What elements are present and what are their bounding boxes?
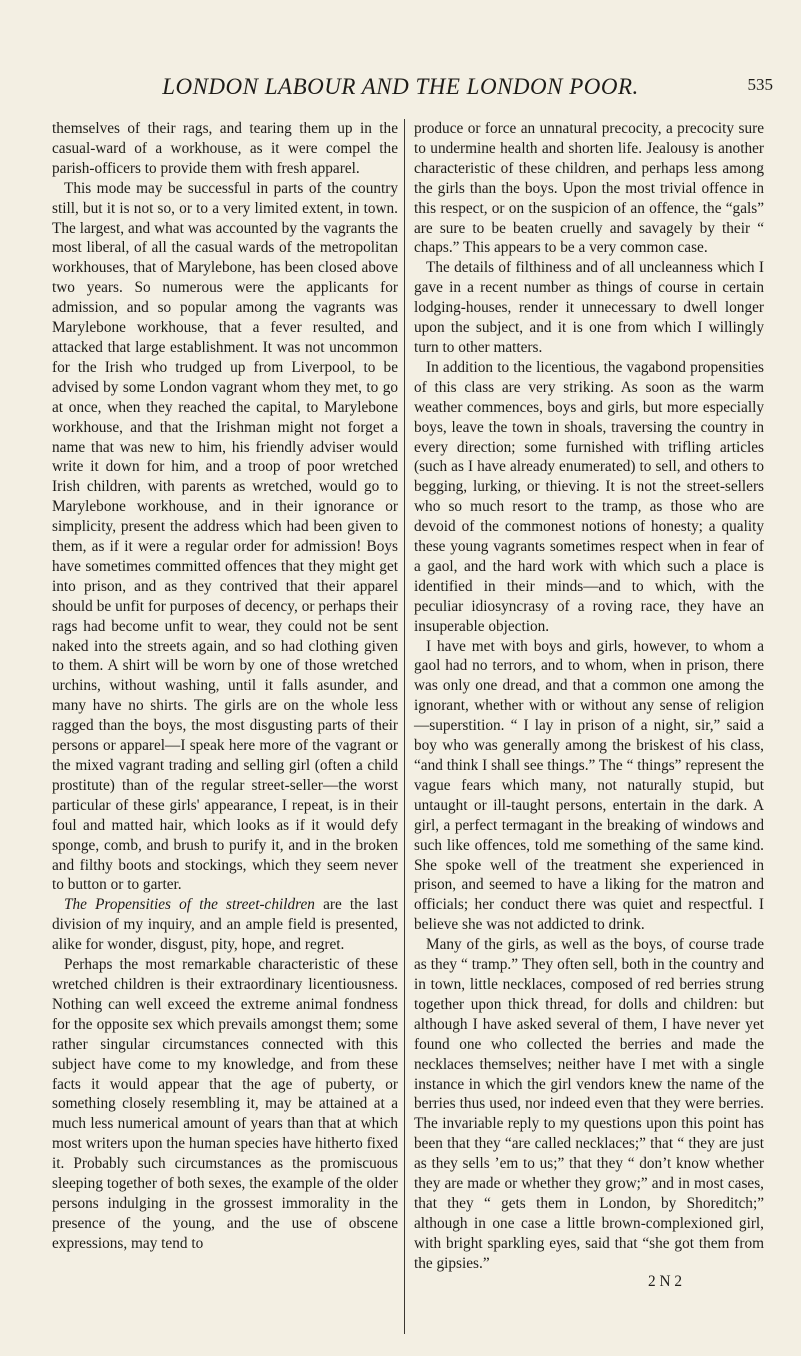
section-heading: The Propensities of the street-children <box>64 896 315 914</box>
paragraph: Perhaps the most remarkable characteristic of these wretched children is their extraordinary licentiousness. Nothing can well exceed the extreme animal fondness for the opposite sex which prevails amongst them; some rather singular circumstances connected with this subject have come to my knowledge, and from these facts it would appear that the age of puberty, or something closely resembling it, may be attained at a much less numerical amount of years than that at which most writers upon the human species have hitherto fixed it. Probably such circumstances as the promiscuous sleeping together of both sexes, the example of the older persons indulging in the grossest immorality in the presence of the young, and the use of obscene expressions, may tend to <box>52 956 398 1252</box>
paragraph: Many of the girls, as well as the boys, of course trade as they “ tramp.” They often sell, both in the country and in town, little necklaces, composed of red berries strung together upon thick thread, for dolls and children: but although I have asked several of them, I have never yet found one who collected the berries and made the necklaces themselves; neither have I met with a single instance in which the girl vendors knew the name of the berries thus used, nor indeed even that they were berries. The invariable reply to my questions upon this point has been that they “are called necklaces;” that “ they are just as they sells ’em to us;” that they “ don’t know whether they are made or whether they grow;” and in most cases, that they “ gets them in London, by Shoreditch;” although in one case a little brown-complexioned girl, with bright sparkling eyes, said that “she got them from the gipsies.” <box>414 936 764 1272</box>
signature-mark: 2 N 2 <box>648 1272 682 1290</box>
paragraph: The details of filthiness and of all uncleanness which I gave in a recent number as things of course in certain lodging-houses, render it unnecessary to dwell longer upon the subject, and it is one from which I willingly turn to other matters. <box>414 259 764 356</box>
running-title: LONDON LABOUR AND THE LONDON POOR. <box>162 74 639 99</box>
page-number: 535 <box>747 75 773 94</box>
page-header <box>0 72 801 108</box>
left-column <box>52 119 398 1254</box>
paragraph-text: are the last division of my inquiry, and an ample field is presented, alike for wonder, disgust, pity, hope, and regret. <box>52 896 398 954</box>
right-column <box>414 119 764 1291</box>
column-divider <box>404 119 405 1334</box>
paragraph <box>52 895 398 955</box>
paragraph: themselves of their rags, and tearing them up in the casual-ward of a workhouse, as it were compel the parish-officers to provide them with fresh apparel. <box>52 120 398 177</box>
paragraph: In addition to the licentious, the vagabond propensities of this class are very striking. As soon as the warm weather commences, boys and girls, but more especially boys, leave the town in shoals, traversing the country in every direction; some furnished with trifling articles (such as I have already enumerated) to sell, and others to begging, lurking, or thieving. It is not the street-sellers who so much resort to the tramp, as those who are devoid of the commonest notions of honesty; a quality these young vagrants sometimes respect when in fear of a gaol, and the hard work with which such a place is identified in their minds—and to which, with the peculiar idiosyncrasy of a roving race, they have an insuperable objection. <box>414 358 764 635</box>
paragraph: This mode may be successful in parts of the country still, but it is not so, or to a very limited extent, in town. The largest, and what was accounted by the vagrants the most liberal, of all the casual wards of the metropolitan workhouses, that of Marylebone, has been closed above two years. So numerous were the applicants for admission, and so popular among the vagrants was Marylebone workhouse, that a fever resulted, and attacked that large establishment. It was not uncommon for the Irish who trudged up from Liverpool, to be advised by some London vagrant whom they met, to go at once, when they reached the capital, to Marylebone workhouse, and that the Irishman might not forget a name that was new to him, his friendly adviser would write it down for him, and a troop of poor wretched Irish children, with parents as wretched, would go to Marylebone workhouse, and in their ignorance or simplicity, present the address which had been given to them, as if it were a regular order for admission! Boys have sometimes committed offences that they might get into prison, and as they contrived that their apparel should be unfit for purposes of decency, or perhaps their rags had become unfit to wear, they could not be sent naked into the streets again, and so had clothing given to them. A shirt will be worn by one of those wretched urchins, without washing, until it falls asunder, and many have no shirts. The girls are on the whole less ragged than the boys, the most disgusting parts of their persons or apparel—I speak here more of the vagrant or the mixed vagrant trading and selling girl (often a child prostitute) than of the regular street-seller—the worst particular of these girls' appearance, I repeat, is in their foul and matted hair, which looks as if it would defy sponge, comb, and brush to purify it, and in the broken and filthy boots and stockings, which they seem never to button or to garter. <box>52 179 398 894</box>
paragraph: produce or force an unnatural precocity, a precocity sure to undermine health and shorten life. Jealousy is another characteristic of these children, and perhaps less among the girls than the boys. Upon the most trivial offence in this respect, or on the suspicion of an offence, the “gals” are sure to be beaten cruelly and savagely by their “ chaps.” This appears to be a very common case. <box>414 120 764 257</box>
paragraph: I have met with boys and girls, however, to whom a gaol had no terrors, and to whom, when in prison, there was only one dread, and that a common one among the ignorant, whether with or without any sense of religion—superstition. “ I lay in prison of a night, sir,” said a boy who was generally among the briskest of his class, “and think I shall see things.” The “ things” represent the vague fears which many, not naturally stupid, but untaught or ill-taught persons, entertain in the dark. A girl, a perfect termagant in the breaking of windows and such like offences, told me something of the same kind. She spoke well of the treatment she experienced in prison, and seemed to have a liking for the matron and officials; her conduct there was quiet and respectful. I believe she was not addicted to drink. <box>414 637 764 934</box>
